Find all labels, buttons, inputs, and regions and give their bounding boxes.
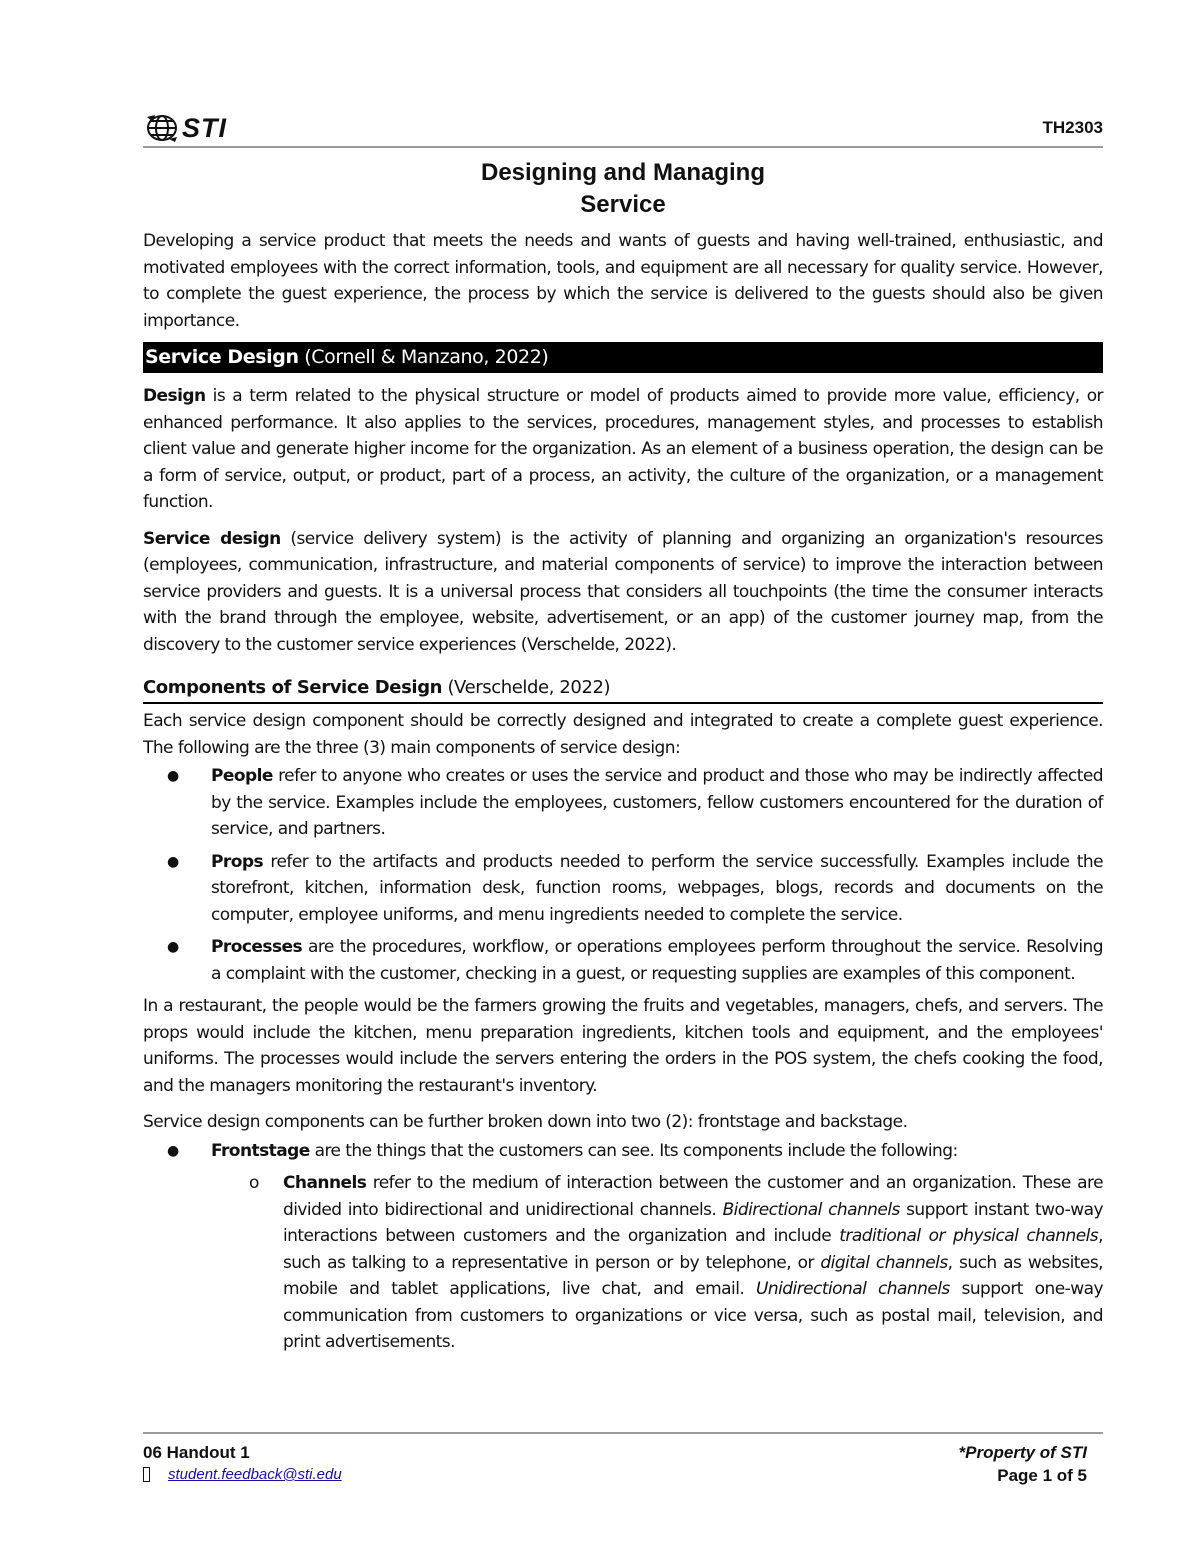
section-heading-title: Service Design	[145, 346, 299, 368]
design-term: Design	[143, 386, 206, 406]
logo-text: STI	[182, 112, 228, 143]
item-term: Channels	[283, 1173, 367, 1193]
title-line-2: Service	[580, 191, 666, 218]
property-label: *Property of STI	[958, 1443, 1087, 1462]
feedback-email-link[interactable]: student.feedback@sti.edu	[168, 1466, 342, 1483]
service-design-paragraph: Service design (service delivery system) is the activity of planning and organizing an organization's resources (employees, communication, infrastructure, and material components of service) to improve the interaction between service providers and guests. It is a universal process that considers all touchpoints (the time the consumer interacts with the brand through the employee, website, advertisement, or an app) of the customer journey map, from the discovery to the customer service experiences (Verschelde, 2022).	[143, 528, 1103, 655]
item-term: Processes	[211, 937, 303, 957]
document-body	[143, 228, 1103, 1356]
course-code: TH2303	[1042, 118, 1103, 137]
item-term: Frontstage	[211, 1140, 310, 1161]
list-item-channels: o Channels refer to the medium of interaction between the customer and an organization. These are divided into bidirectional and unidirectional channels. Bidirectional channels support instant two-way interactions between customers and the organization and include traditional or physical channels, such as talking to a representative in person or by telephone, or digital channels, such as websites, mobile and tablet applications, live chat, and email. Unidirectional channels support one-way communication from customers to organizations or vice versa, such as postal mail, television, and print advertisements.	[143, 1170, 1103, 1356]
design-paragraph: Design is a term related to the physical structure or model of products aimed to provide more value, efficiency, or enhanced performance. It also applies to the services, procedures, management styles, and processes to establish client value and generate higher income for the organization. As an element of a business operation, the design can be a form of service, output, or product, part of a process, an activity, the culture of the organization, or a management function.	[143, 386, 1103, 512]
title-line-1: Designing and Managing	[480, 159, 765, 186]
frontstage-sublist	[143, 1170, 1103, 1356]
item-term: People	[211, 766, 273, 786]
intro-paragraph: Developing a service product that meets the needs and wants of guests and having well-trained, enthusiastic, and motivated employees with the correct information, tools, and equipment are all necessary for quality service. However, to complete the guest experience, the process by which the service is delivered to the guests should also be given importance.	[143, 231, 1103, 331]
components-list	[143, 763, 1103, 987]
mail-icon	[143, 1467, 150, 1482]
section-heading-service-design	[143, 342, 1103, 373]
breakdown-paragraph: Service design components can be further broken down into two (2): frontstage and backstage.	[143, 1112, 908, 1132]
subsection-citation: (Verschelde, 2022)	[447, 677, 611, 698]
subsection-title: Components of Service Design	[143, 677, 443, 698]
list-item: ● Processes are the procedures, workflow, or operations employees perform throughout the service. Resolving a complaint with the customer, checking in a guest, or requesting supplies are examples of this component.	[143, 934, 1103, 987]
restaurant-example-paragraph: In a restaurant, the people would be the farmers growing the fruits and vegetables, managers, chefs, and servers. The props would include the kitchen, menu preparation ingredients, kitchen tools and equipment, and the employees' uniforms. The processes would include the servers entering the orders in the POS system, the chefs cooking the food, and the managers monitoring the restaurant's inventory.	[143, 996, 1103, 1096]
bullet-icon: ●	[167, 853, 179, 870]
list-item-frontstage: ● Frontstage are the things that the customers can see. Its components include the following:	[143, 1138, 1103, 1165]
subsection-heading-components	[143, 674, 1103, 704]
stages-list	[143, 1138, 1103, 1165]
feedback-contact	[143, 1466, 342, 1483]
item-term: Props	[211, 851, 264, 872]
list-item: ● Props refer to the artifacts and products needed to perform the service successfully. Examples include the storefront, kitchen, information desk, function rooms, webpages, blogs, records and documents on the computer, employee uniforms, and menu ingredients needed to complete the service.	[143, 849, 1103, 929]
section-heading-citation: (Cornell & Manzano, 2022)	[304, 346, 549, 368]
bullet-icon: ●	[167, 939, 179, 955]
sti-globe-icon	[145, 113, 179, 143]
bullet-icon: ●	[167, 768, 179, 784]
list-item: ● People refer to anyone who creates or uses the service and product and those who may be indirectly affected by the service. Examples include the employees, customers, fellow customers encountered for the duration of service, and partners.	[143, 763, 1103, 843]
bullet-icon: ●	[167, 1142, 179, 1159]
document-title	[143, 157, 1103, 221]
page-number: Page 1 of 5	[997, 1466, 1087, 1485]
sti-logo	[145, 112, 227, 144]
components-intro: Each service design component should be correctly designed and integrated to create a complete guest experience. The following are the three (3) main components of service design:	[143, 711, 1103, 758]
handout-label: 06 Handout 1	[143, 1443, 250, 1462]
page-footer	[143, 1432, 1103, 1492]
sub-bullet-icon: o	[249, 1173, 259, 1193]
page-header	[143, 108, 1103, 148]
service-design-term: Service design	[143, 528, 281, 549]
